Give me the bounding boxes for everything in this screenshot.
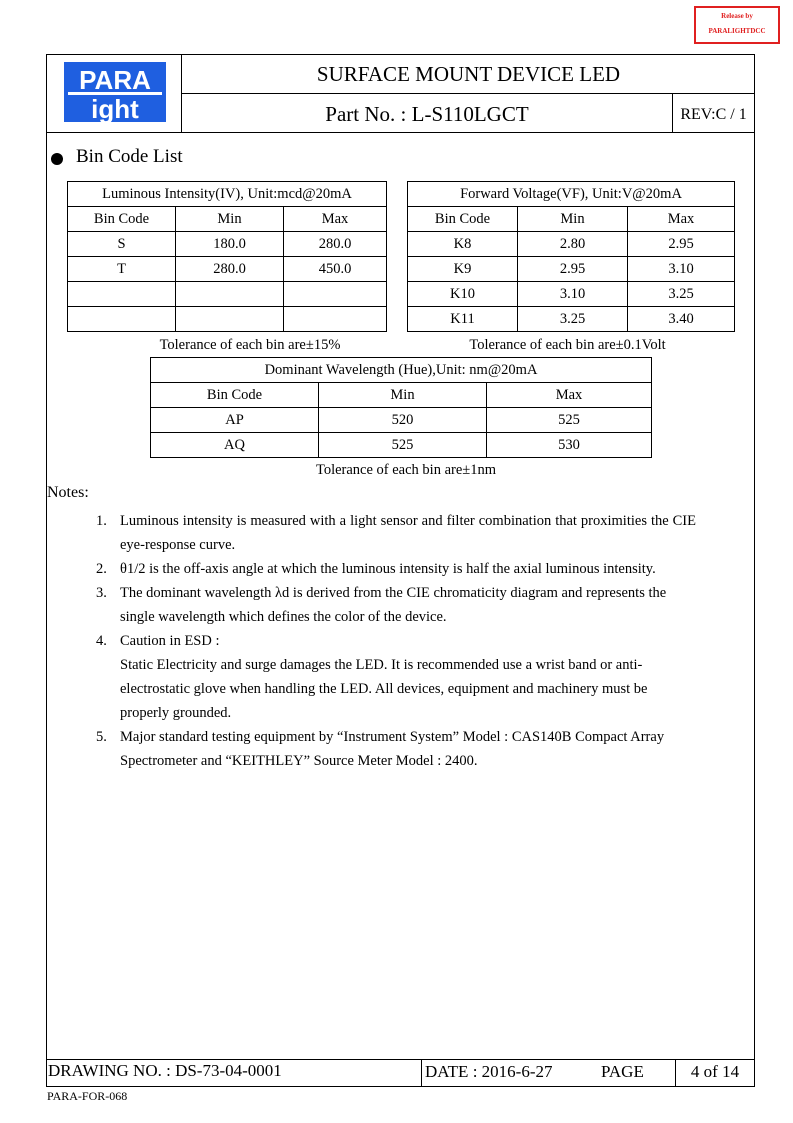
table-header: Bin Code bbox=[68, 207, 176, 232]
logo-text-top: PARA bbox=[79, 65, 151, 95]
note-number: 4. bbox=[96, 633, 107, 649]
table-cell: 3.25 bbox=[518, 307, 628, 332]
paralight-logo bbox=[64, 62, 166, 122]
dominant-wavelength-table bbox=[150, 357, 652, 458]
table-cell: S bbox=[68, 232, 176, 257]
table-header: Max bbox=[284, 207, 387, 232]
document-title: SURFACE MOUNT DEVICE LED bbox=[316, 62, 621, 86]
table-row bbox=[68, 257, 387, 282]
list-item bbox=[96, 557, 696, 581]
table-cell: 280.0 bbox=[284, 232, 387, 257]
table-cell: 530 bbox=[487, 433, 652, 458]
document-date: DATE : 2016-6-27 bbox=[425, 1062, 553, 1081]
form-code: PARA-FOR-068 bbox=[47, 1089, 128, 1103]
table-row bbox=[151, 408, 652, 433]
table-cell: 525 bbox=[319, 433, 487, 458]
table-cell: 525 bbox=[487, 408, 652, 433]
table-row bbox=[408, 232, 735, 257]
table-cell: 2.80 bbox=[518, 232, 628, 257]
table-header: Min bbox=[176, 207, 284, 232]
table-cell: 3.25 bbox=[628, 282, 735, 307]
table-cell: 3.10 bbox=[628, 257, 735, 282]
table-cell: K8 bbox=[408, 232, 518, 257]
table-row bbox=[68, 232, 387, 257]
table-cell: 180.0 bbox=[176, 232, 284, 257]
table-cell: AQ bbox=[151, 433, 319, 458]
note-text: Caution in ESD : bbox=[120, 633, 220, 649]
note-text: Major standard testing equipment by “Instrument System” Model : CAS140B Compact Array Spectrometer and “KEITHLEY” Source Meter Model : 2400. bbox=[120, 729, 665, 769]
table-title: Dominant Wavelength (Hue),Unit: nm@20mA bbox=[151, 358, 652, 383]
table-cell bbox=[284, 307, 387, 332]
bullet-icon bbox=[51, 153, 63, 165]
table-cell: T bbox=[68, 257, 176, 282]
table-cell: AP bbox=[151, 408, 319, 433]
note-number: 5. bbox=[96, 729, 107, 745]
stamp-line-2: PARALIGHTDCC bbox=[708, 27, 766, 35]
note-text: θ1/2 is the off-axis angle at which the luminous intensity is half the axial luminous intensity. bbox=[120, 561, 656, 577]
footer-divider-vertical bbox=[421, 1059, 422, 1087]
table-cell bbox=[68, 282, 176, 307]
part-number: Part No. : L-S110LGCT bbox=[325, 102, 529, 126]
table-header: Bin Code bbox=[151, 383, 319, 408]
wl-tolerance: Tolerance of each bin are±1nm bbox=[315, 462, 497, 478]
table-row bbox=[408, 307, 735, 332]
release-stamp bbox=[694, 6, 780, 44]
table-header: Max bbox=[628, 207, 735, 232]
table-cell: 450.0 bbox=[284, 257, 387, 282]
table-cell: K9 bbox=[408, 257, 518, 282]
table-cell bbox=[284, 282, 387, 307]
drawing-number: DRAWING NO. : DS-73-04-0001 bbox=[48, 1061, 282, 1080]
table-title: Forward Voltage(VF), Unit:V@20mA bbox=[408, 182, 735, 207]
table-cell bbox=[176, 307, 284, 332]
list-item bbox=[96, 581, 696, 629]
table-row bbox=[408, 282, 735, 307]
table-header: Bin Code bbox=[408, 207, 518, 232]
notes-list bbox=[96, 509, 696, 773]
note-number: 2. bbox=[96, 561, 107, 577]
table-cell: 2.95 bbox=[518, 257, 628, 282]
note-text: The dominant wavelength λd is derived from the CIE chromaticity diagram and represents the single wavelength which defines the color of the device. bbox=[120, 585, 667, 625]
vf-tolerance: Tolerance of each bin are±0.1Volt bbox=[469, 337, 666, 353]
footer-divider bbox=[46, 1059, 755, 1060]
table-cell: 280.0 bbox=[176, 257, 284, 282]
list-item bbox=[96, 629, 696, 725]
notes-label: Notes: bbox=[47, 484, 89, 501]
table-header: Min bbox=[319, 383, 487, 408]
table-title: Luminous Intensity(IV), Unit:mcd@20mA bbox=[68, 182, 387, 207]
table-row bbox=[68, 282, 387, 307]
header-divider-bottom bbox=[46, 132, 755, 133]
table-header: Min bbox=[518, 207, 628, 232]
list-item bbox=[96, 725, 696, 773]
note-subtext: Static Electricity and surge damages the LED. It is recommended use a wrist band or anti-electrostatic glove when handling the LED. All devices, equipment and machinery must be properly grounded. bbox=[120, 657, 648, 721]
table-cell bbox=[68, 307, 176, 332]
list-item bbox=[96, 509, 696, 557]
table-cell: 2.95 bbox=[628, 232, 735, 257]
table-cell: 3.40 bbox=[628, 307, 735, 332]
table-cell: 3.10 bbox=[518, 282, 628, 307]
table-row bbox=[408, 257, 735, 282]
header-divider-middle bbox=[181, 93, 755, 94]
forward-voltage-table bbox=[407, 181, 735, 332]
table-cell bbox=[176, 282, 284, 307]
section-title: Bin Code List bbox=[76, 146, 183, 167]
iv-tolerance: Tolerance of each bin are±15% bbox=[159, 337, 341, 353]
note-number: 1. bbox=[96, 513, 107, 529]
table-cell: K10 bbox=[408, 282, 518, 307]
note-text: Luminous intensity is measured with a light sensor and filter combination that proximities the CIE eye-response curve. bbox=[120, 513, 696, 553]
note-number: 3. bbox=[96, 585, 107, 601]
page-number: 4 of 14 bbox=[690, 1062, 740, 1081]
stamp-line-1: Release by bbox=[721, 12, 753, 20]
table-row bbox=[151, 433, 652, 458]
page-label: PAGE bbox=[601, 1062, 644, 1081]
table-header: Max bbox=[487, 383, 652, 408]
table-cell: 520 bbox=[319, 408, 487, 433]
table-cell: K11 bbox=[408, 307, 518, 332]
logo-text-bottom: ight bbox=[91, 94, 139, 122]
luminous-intensity-table bbox=[67, 181, 387, 332]
revision: REV:C / 1 bbox=[680, 106, 747, 123]
table-row bbox=[68, 307, 387, 332]
